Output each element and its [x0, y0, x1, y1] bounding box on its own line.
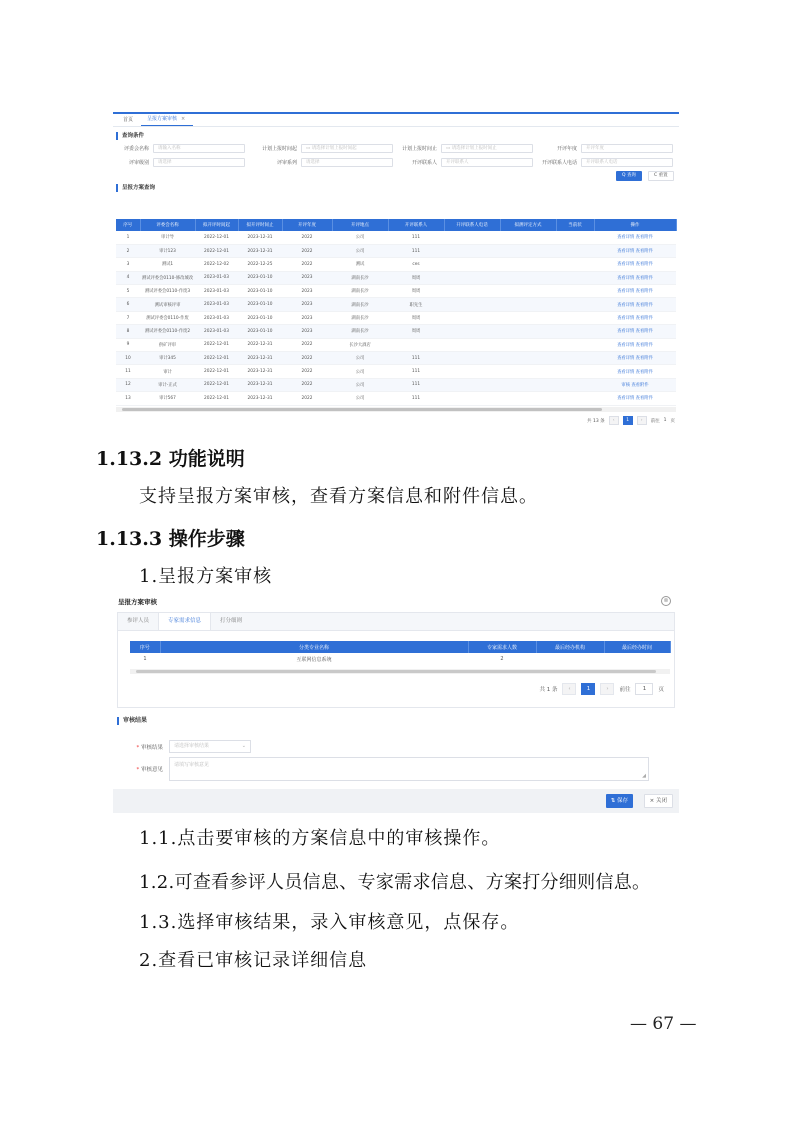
expert-needs-table [130, 641, 671, 665]
table-cell: 2023-01-03 [195, 325, 238, 338]
table-row [116, 378, 676, 391]
table-cell: 测试评委会0110-作废 [140, 311, 195, 324]
table-cell [388, 338, 444, 351]
table-cell: 2022 [282, 365, 332, 378]
row-actions [594, 298, 676, 311]
table-row [116, 338, 676, 351]
dialog-footer [113, 789, 679, 813]
total-count: 共 13 条 [587, 418, 605, 424]
table-row [116, 325, 676, 338]
column-header: 序号 [116, 219, 140, 231]
table-cell: 公司 [332, 365, 388, 378]
table-row [130, 653, 670, 665]
table-row [116, 231, 676, 244]
table-cell [556, 352, 594, 365]
step-1-2: 1.2.可查看参评人员信息、专家需求信息、方案打分细则信息。 [139, 872, 651, 893]
placeholder: 请选择审核结果 [174, 743, 210, 749]
table-cell: 2023-12-31 [238, 392, 282, 405]
table-cell [444, 271, 500, 284]
table-cell: 2022-12-31 [238, 338, 282, 351]
table-cell: 2023 [282, 298, 332, 311]
table-cell [444, 325, 500, 338]
placeholder: 请选择计划上报时间止 [451, 146, 497, 151]
table-cell: 2023-01-10 [238, 271, 282, 284]
table-cell: 2022-12-01 [195, 378, 238, 391]
page-1-button[interactable]: 1 [623, 416, 633, 425]
calendar-icon: ▭ [446, 146, 452, 151]
action-links[interactable]: 查看详情 查看附件 [617, 329, 653, 335]
table-row [116, 258, 676, 271]
table-cell: 111 [388, 378, 444, 391]
next-page-button[interactable]: › [637, 416, 647, 425]
placeholder: 请选择 [158, 160, 172, 165]
field-plan-end [389, 144, 533, 153]
table-cell: 测试 [332, 258, 388, 271]
table-row [116, 285, 676, 298]
committee-name-input[interactable]: 请输入名称 [153, 144, 245, 153]
table-row [116, 298, 676, 311]
column-header: 操作 [594, 219, 676, 231]
table-cell: 2023-12-31 [238, 231, 282, 244]
table-cell: 2 [116, 244, 140, 257]
column-header: 序号 [130, 641, 160, 653]
row-actions [594, 244, 676, 257]
column-header: 拟开评时间起 [195, 219, 238, 231]
table-cell: 测试1 [140, 258, 195, 271]
action-links[interactable]: 查看详情 查看附件 [617, 249, 653, 255]
table-cell [500, 365, 556, 378]
table-cell: 公司 [332, 378, 388, 391]
table-cell: 审计567 [140, 392, 195, 405]
table-cell [556, 378, 594, 391]
field-label: 评审级别 [128, 160, 149, 166]
table-cell: 周周 [388, 325, 444, 338]
tab-plan-audit-label: 呈报方案审核 [147, 116, 178, 122]
total-count: 共 1 条 [539, 687, 558, 693]
audit-dialog-screenshot [113, 593, 679, 813]
table-cell: 审计123 [140, 244, 195, 257]
close-icon[interactable]: × [181, 116, 186, 122]
table-cell: 湖南长沙 [332, 325, 388, 338]
step-1-1: 1.1.点击要审核的方案信息中的审核操作。 [139, 828, 501, 849]
column-header: 最后经办机构 [536, 641, 604, 653]
column-header: 评委会名称 [140, 219, 195, 231]
plan-end-input[interactable] [441, 144, 533, 153]
table-cell [500, 258, 556, 271]
action-links[interactable]: 审核 查看附件 [621, 382, 649, 388]
table-cell: 2022-12-01 [195, 365, 238, 378]
table-cell: 1 [116, 231, 140, 244]
opinion-label [113, 765, 169, 773]
tab-plan-audit[interactable] [141, 115, 193, 126]
prev-page-button[interactable]: ‹ [562, 683, 576, 695]
table-cell: 2022 [282, 378, 332, 391]
table-cell: 审计-正式 [140, 378, 195, 391]
reset-button[interactable]: C 重置 [648, 171, 674, 181]
table-cell: 111 [388, 365, 444, 378]
field-label: 评委会名称 [123, 146, 149, 152]
table-cell: 湖南长沙 [332, 271, 388, 284]
field-label: 计划上报时间起 [261, 146, 297, 152]
table-cell [444, 298, 500, 311]
table-cell: 8 [116, 325, 140, 338]
table-cell: 111 [388, 352, 444, 365]
table-cell [500, 352, 556, 365]
query-form [113, 140, 679, 180]
required-mark: * [136, 767, 141, 773]
table-cell: 职先生 [388, 298, 444, 311]
action-links[interactable]: 查看详情 查看附件 [617, 289, 653, 295]
step-1-3: 1.3.选择审核结果，录入审核意见，点保存。 [139, 912, 520, 933]
goto-label: 前往 [619, 687, 631, 693]
save-icon: ⇅ [610, 798, 617, 804]
calendar-icon: ▭ [306, 146, 312, 151]
table-cell: 13 [116, 392, 140, 405]
table-cell [556, 325, 594, 338]
resize-grip-icon[interactable]: ◢ [642, 773, 646, 779]
table-cell: 公司 [332, 392, 388, 405]
table-cell: 2023-01-03 [195, 271, 238, 284]
table-cell: 2022-12-25 [238, 258, 282, 271]
year-input[interactable]: 开评年度 [581, 144, 673, 153]
table-cell: 2023-01-10 [238, 298, 282, 311]
table-cell: 审计导 [140, 231, 195, 244]
label-text: 审核意见 [140, 767, 163, 773]
table-cell [500, 244, 556, 257]
field-result [113, 740, 251, 753]
level-select[interactable] [153, 158, 245, 167]
table-cell [556, 311, 594, 324]
action-links[interactable]: 查看详情 查看附件 [617, 235, 653, 241]
row-actions [594, 338, 676, 351]
goto-page-input[interactable]: 1 [663, 418, 667, 423]
next-page-button[interactable]: › [600, 683, 614, 695]
info-tabs [118, 613, 674, 631]
table-cell: 2022-12-01 [195, 231, 238, 244]
table-cell [444, 338, 500, 351]
table-cell [444, 392, 500, 405]
action-links[interactable]: 查看详情 查看附件 [617, 342, 653, 348]
scrollbar-thumb[interactable] [122, 408, 602, 411]
row-actions [594, 231, 676, 244]
table-row [116, 365, 676, 378]
table-cell: 周周 [388, 271, 444, 284]
table-cell [444, 285, 500, 298]
query-section-title: 查询条件 [116, 132, 679, 140]
table-cell: 111 [388, 392, 444, 405]
result-label [113, 743, 169, 751]
table-row [116, 392, 676, 405]
column-header: 拟开评时间止 [238, 219, 282, 231]
action-links[interactable]: 查看详情 查看附件 [617, 316, 653, 322]
column-header: 开评联系人 [388, 219, 444, 231]
table-cell [556, 271, 594, 284]
table-cell: 2023-12-31 [238, 365, 282, 378]
table-cell [556, 392, 594, 405]
table-cell [604, 653, 670, 665]
horizontal-scrollbar[interactable] [130, 669, 670, 674]
table-cell: 2023-12-31 [238, 352, 282, 365]
heading-steps: 1.13.3 操作步骤 [96, 528, 245, 550]
table-cell [500, 392, 556, 405]
table-cell [444, 352, 500, 365]
table-cell [444, 365, 500, 378]
table-cell [444, 311, 500, 324]
table-cell: 湖南长沙 [332, 311, 388, 324]
table-cell: 2023 [282, 285, 332, 298]
tab-expert-needs[interactable]: 专家需求信息 [158, 613, 211, 630]
column-header: 分类专业名称 [160, 641, 468, 653]
action-links[interactable]: 查看详情 查看附件 [617, 262, 653, 268]
field-year [531, 144, 673, 153]
table-cell: 4 [116, 271, 140, 284]
table-cell: 周周 [388, 285, 444, 298]
save-button[interactable] [606, 794, 633, 808]
table-cell [556, 244, 594, 257]
page-unit: 页 [670, 418, 675, 424]
field-label: 开评联系人电话 [541, 160, 577, 166]
table-cell: 2022 [282, 244, 332, 257]
field-series [249, 158, 393, 167]
row-actions [594, 365, 676, 378]
goto-page-input[interactable]: 1 [635, 683, 653, 695]
field-contact [389, 158, 533, 167]
page-number: — 67 — [630, 1014, 697, 1034]
prev-page-button[interactable]: ‹ [609, 416, 619, 425]
table-cell [500, 271, 556, 284]
opinion-textarea[interactable] [169, 757, 649, 781]
table-row [116, 244, 676, 257]
table-cell: 测试评委会0110-修改城改 [140, 271, 195, 284]
table-cell: 2023-12-31 [238, 244, 282, 257]
table-cell: 审计 [140, 365, 195, 378]
table-cell: 公司 [332, 352, 388, 365]
table-cell: 2022-12-02 [195, 258, 238, 271]
row-actions [594, 271, 676, 284]
table-cell: 测试评委会0110-作废3 [140, 285, 195, 298]
table-row [116, 311, 676, 324]
table-cell: 111 [388, 244, 444, 257]
table-cell: 2023 [282, 311, 332, 324]
table-cell: 12 [116, 378, 140, 391]
table-row [116, 352, 676, 365]
table-cell: 长沙大酒店 [332, 338, 388, 351]
field-label: 开评年度 [556, 146, 577, 152]
table-cell [500, 378, 556, 391]
row-actions [594, 352, 676, 365]
table-cell: 公司 [332, 231, 388, 244]
pagination [587, 416, 675, 425]
result-section-title: 审核结果 [117, 717, 147, 725]
table-cell: 公司 [332, 244, 388, 257]
close-button[interactable]: × 关闭 [644, 794, 673, 808]
table-row [116, 271, 676, 284]
page-1-button[interactable]: 1 [581, 683, 595, 695]
horizontal-scrollbar[interactable] [116, 407, 676, 412]
table-cell: 2023 [282, 271, 332, 284]
contact-input[interactable]: 开评联系人 [441, 158, 533, 167]
table-cell: 9 [116, 338, 140, 351]
table-cell: 2023-12-31 [238, 378, 282, 391]
row-actions [594, 311, 676, 324]
table-cell [500, 338, 556, 351]
table-cell [444, 244, 500, 257]
tab-home[interactable]: 首页 [123, 117, 134, 123]
action-links[interactable]: 查看详情 查看附件 [617, 396, 653, 402]
table-cell: 审计345 [140, 352, 195, 365]
placeholder: 请选择 [306, 160, 320, 165]
chevron-down-icon: ⌄ [241, 743, 246, 749]
table-cell: 10 [116, 352, 140, 365]
table-cell: 湖南长沙 [332, 285, 388, 298]
plan-start-input[interactable] [301, 144, 393, 153]
field-opinion [113, 757, 649, 781]
dialog-title: 呈报方案审核 [118, 598, 157, 606]
table-cell: 2023-01-10 [238, 285, 282, 298]
tab-participants[interactable]: 参评人员 [127, 618, 150, 624]
action-links[interactable]: 查看详情 查看附件 [617, 275, 653, 281]
info-panel [117, 612, 675, 708]
result-select[interactable] [169, 740, 251, 753]
field-contact-phone [531, 158, 673, 167]
table-cell: ces [388, 258, 444, 271]
table-cell: 2022-12-01 [195, 392, 238, 405]
table-cell [556, 365, 594, 378]
column-header: 当前状 [556, 219, 594, 231]
table-cell: 6 [116, 298, 140, 311]
field-label: 开评联系人 [411, 160, 437, 166]
table-cell: 测试审核评审 [140, 298, 195, 311]
tab-scoring-rules[interactable]: 打分细则 [220, 618, 243, 624]
required-mark: * [136, 744, 141, 751]
scrollbar-thumb[interactable] [136, 670, 656, 673]
table-cell [500, 285, 556, 298]
row-actions [594, 258, 676, 271]
table-cell [500, 311, 556, 324]
action-links[interactable]: 查看详情 查看附件 [617, 369, 653, 375]
table-cell: 2022-12-01 [195, 244, 238, 257]
plan-table [116, 219, 677, 406]
field-level [113, 158, 245, 167]
table-cell: 11 [116, 365, 140, 378]
table-cell: 2022-12-01 [195, 338, 238, 351]
save-label: 保存 [616, 798, 628, 804]
column-header: 开评年度 [282, 219, 332, 231]
table-cell [444, 258, 500, 271]
table-cell [556, 285, 594, 298]
placeholder: 请选择计划上报时间起 [311, 146, 357, 151]
table-cell: 2022 [282, 352, 332, 365]
column-header: 开评联系人电话 [444, 219, 500, 231]
field-committee-name [113, 144, 245, 153]
table-cell: 互联网信息系统 [296, 656, 332, 663]
table-cell [444, 378, 500, 391]
table-cell: 2023-01-10 [238, 311, 282, 324]
table-cell: 2023-01-10 [238, 325, 282, 338]
table-cell [444, 231, 500, 244]
contact-phone-input[interactable]: 开评联系人电话 [581, 158, 673, 167]
column-header: 最后经办时间 [604, 641, 670, 653]
field-label: 计划上报时间止 [401, 146, 437, 152]
page-tabs [113, 114, 679, 127]
table-cell [556, 258, 594, 271]
table-cell: 2022-12-01 [195, 352, 238, 365]
table-cell: 湖南长沙 [332, 298, 388, 311]
table-cell: 2022 [282, 231, 332, 244]
table-cell [500, 298, 556, 311]
field-plan-start [249, 144, 393, 153]
table-cell: 2022 [282, 338, 332, 351]
table-cell: 2022 [282, 392, 332, 405]
list-section-title: 呈报方案查询 [116, 184, 679, 192]
table-cell [556, 338, 594, 351]
table-cell: 1 [143, 656, 147, 662]
row-actions [594, 325, 676, 338]
table-cell: 周周 [388, 311, 444, 324]
column-header: 开评地点 [332, 219, 388, 231]
action-links[interactable]: 查看详情 查看附件 [617, 356, 653, 362]
step-2: 2.查看已审核记录详细信息 [139, 950, 368, 971]
table-cell: 2023-01-03 [195, 311, 238, 324]
table-cell [556, 231, 594, 244]
table-cell: 111 [388, 231, 444, 244]
row-actions [594, 392, 676, 405]
table-cell: 3 [116, 258, 140, 271]
row-actions [594, 285, 676, 298]
table-cell: 2023-01-03 [195, 285, 238, 298]
pagination [539, 683, 664, 695]
query-button[interactable]: Q 查询 [616, 171, 642, 181]
heading-function: 1.13.2 功能说明 [96, 448, 245, 470]
table-cell [536, 653, 604, 665]
goto-label: 前往 [650, 418, 660, 424]
table-cell: 2023 [282, 325, 332, 338]
field-label: 评审系列 [276, 160, 297, 166]
table-cell: 测试评委会0110-作废2 [140, 325, 195, 338]
table-cell [500, 231, 556, 244]
placeholder: 请填写审核意见 [174, 762, 210, 768]
audit-list-screenshot [113, 112, 679, 430]
column-header: 专家需求人数 [468, 641, 536, 653]
function-text: 支持呈报方案审核，查看方案信息和附件信息。 [139, 486, 538, 507]
table-cell: 5 [116, 285, 140, 298]
table-cell [500, 325, 556, 338]
row-actions [594, 378, 676, 391]
table-cell: 2022 [282, 258, 332, 271]
series-select[interactable] [301, 158, 393, 167]
column-header: 拟测评定方式 [500, 219, 556, 231]
step-1: 1.呈报方案审核 [139, 566, 273, 587]
table-cell [556, 298, 594, 311]
page-unit: 页 [658, 687, 664, 693]
close-icon[interactable]: ⊗ [661, 596, 671, 606]
table-cell: 2023-01-03 [195, 298, 238, 311]
action-links[interactable]: 查看详情 查看附件 [617, 302, 653, 308]
table-cell: 7 [116, 311, 140, 324]
table-cell: 2 [500, 656, 504, 662]
table-cell: 供矿评审 [140, 338, 195, 351]
label-text: 审核结果 [140, 744, 163, 751]
